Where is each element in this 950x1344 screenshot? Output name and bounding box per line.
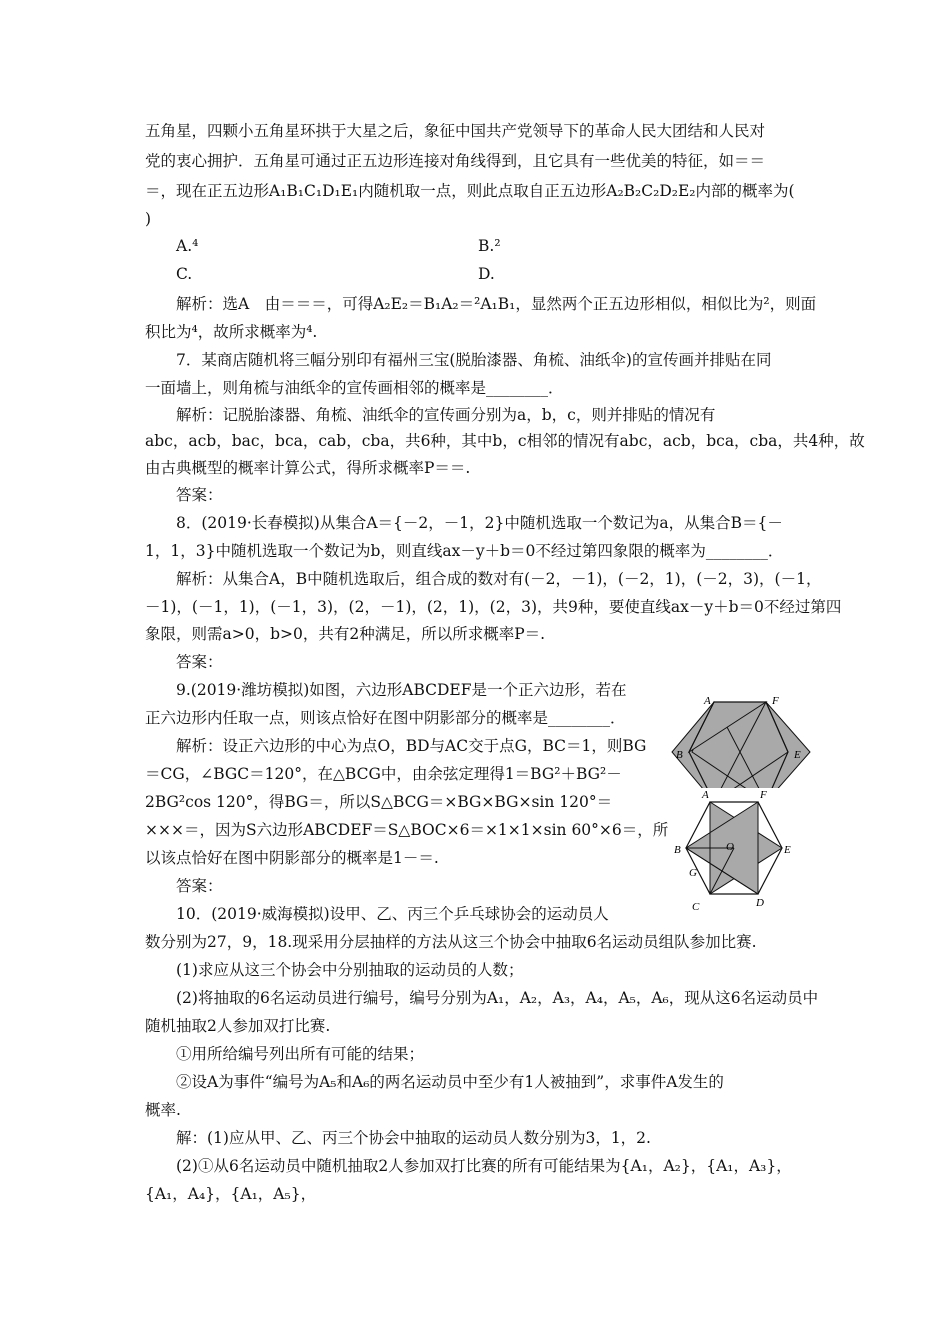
label-b: B xyxy=(676,749,683,761)
label-f: F xyxy=(772,695,779,707)
text-line: ①用所给编号列出所有可能的结果； xyxy=(176,1045,425,1063)
text-line: (2)①从6名运动员中随机抽取2人参加双打比赛的所有可能结果为{A₁，A₂}，{A₁，A₃}， xyxy=(176,1157,792,1175)
label-e: E xyxy=(794,749,801,761)
label-c: C xyxy=(692,901,700,910)
text-line: abc，acb，bac，bca，cab，cba，共6种，其中b，c相邻的情况有abc，acb，bca，cba，共4种，故 xyxy=(145,432,865,450)
hexagon-figure-2 xyxy=(656,788,806,910)
text-line: 解析：从集合A，B中随机选取后，组合成的数对有(－2，－1)，(－2，1)，(－2，3)，(－1， xyxy=(176,570,822,588)
text-line: ) xyxy=(145,210,152,228)
text-line: 1，1，3}中随机选取一个数记为b，则直线ax－y＋b＝0不经过第四象限的概率为________． xyxy=(145,542,784,560)
text-line: ＝CG，∠BGC＝120°，在△BCG中，由余弦定理得1＝BG²＋BG²－ xyxy=(145,765,622,783)
label-d: D xyxy=(756,897,764,909)
label-b: B xyxy=(674,844,681,856)
text-line: 一面墙上，则角梳与油纸伞的宣传画相邻的概率是________． xyxy=(145,379,564,397)
answer-label: 答案： xyxy=(176,486,223,504)
text-line: 解析：选A 由＝＝＝，可得A₂E₂＝B₁A₂＝²A₁B₁，显然两个正五边形相似，相似比为²，则面 xyxy=(176,295,817,313)
label-a: A xyxy=(702,789,709,801)
option-d: D. xyxy=(478,265,495,283)
text-line: 正六边形内任取一点，则该点恰好在图中阴影部分的概率是________． xyxy=(145,709,626,727)
question-7: 7．某商店随机将三幅分别印有福州三宝(脱胎漆器、角梳、油纸伞)的宣传画并排贴在同 xyxy=(176,351,772,369)
question-8: 8．(2019·长春模拟)从集合A＝{－2，－1，2}中随机选取一个数记为a，从集合B＝{－ xyxy=(176,514,783,532)
text-line: 随机抽取2人参加双打比赛. xyxy=(145,1017,331,1035)
text-line: {A₁，A₄}，{A₁，A₅}， xyxy=(145,1185,317,1203)
answer-label: 答案： xyxy=(176,653,223,671)
label-f: F xyxy=(760,789,767,801)
text-line: ＝，现在正五边形A₁B₁C₁D₁E₁内随机取一点，则此点取自正五边形A₂B₂C₂D₂E₂内部的概率为( xyxy=(145,182,795,200)
text-line: －1)，(－1，1)，(－1，3)，(2，－1)，(2，1)，(2，3)，共9种，要使直线ax－y＋b＝0不经过第四 xyxy=(145,598,842,616)
question-9: 9.(2019·潍坊模拟)如图，六边形ABCDEF是一个正六边形，若在 xyxy=(176,681,627,699)
label-o: O xyxy=(726,841,734,853)
text-line: 数分别为27，9，18.现采用分层抽样的方法从这三个协会中抽取6名运动员组队参加比赛. xyxy=(145,933,757,951)
text-line: 积比为⁴，故所求概率为⁴. xyxy=(145,323,318,341)
text-line: (1)求应从这三个协会中分别抽取的运动员的人数； xyxy=(176,961,524,979)
label-e: E xyxy=(784,844,791,856)
option-c: C. xyxy=(176,265,193,283)
text-line: 党的衷心拥护．五角星可通过正五边形连接对角线得到，且它具有一些优美的特征，如＝＝ xyxy=(145,152,766,170)
label-a: A xyxy=(704,695,711,707)
option-a: A.⁴ xyxy=(176,237,199,255)
text-line: 象限，则需a>0，b>0，共有2种满足，所以所求概率P＝. xyxy=(145,625,546,643)
answer-label: 答案： xyxy=(176,877,223,895)
text-line: ×××＝，因为S六边形ABCDEF＝S△BOC×6＝×1×1×sin 60°×6＝，所 xyxy=(145,821,669,839)
option-b: B.² xyxy=(478,237,501,255)
text-line: ②设A为事件“编号为A₅和A₆的两名运动员中至少有1人被抽到”，求事件A发生的 xyxy=(176,1073,724,1091)
text-line: 解析：设正六边形的中心为点O，BD与AC交于点G，BC＝1，则BG xyxy=(176,737,647,755)
text-line: 解析：记脱胎漆器、角梳、油纸伞的宣传画分别为a，b，c，则并排贴的情况有 xyxy=(176,406,716,424)
text-line: 概率. xyxy=(145,1101,181,1119)
text-line: (2)将抽取的6名运动员进行编号，编号分别为A₁，A₂，A₃，A₄，A₅，A₆，现从这6名运动员中 xyxy=(176,989,819,1007)
text-line: 五角星，四颗小五角星环拱于大星之后，象征中国共产党领导下的革命人民大团结和人民对 xyxy=(145,122,766,140)
question-10: 10．(2019·威海模拟)设甲、乙、丙三个乒乓球协会的运动员人 xyxy=(176,905,609,923)
label-g: G xyxy=(689,867,697,879)
text-line: 解：(1)应从甲、乙、丙三个协会中抽取的运动员人数分别为3，1，2. xyxy=(176,1129,651,1147)
text-line: 以该点恰好在图中阴影部分的概率是1－＝. xyxy=(145,849,439,867)
text-line: 2BG²cos 120°，得BG＝，所以S△BCG＝×BG×BG×sin 120°＝ xyxy=(145,793,613,811)
text-line: 由古典概型的概率计算公式，得所求概率P＝＝. xyxy=(145,459,471,477)
hexagon-figure-1 xyxy=(668,692,818,788)
